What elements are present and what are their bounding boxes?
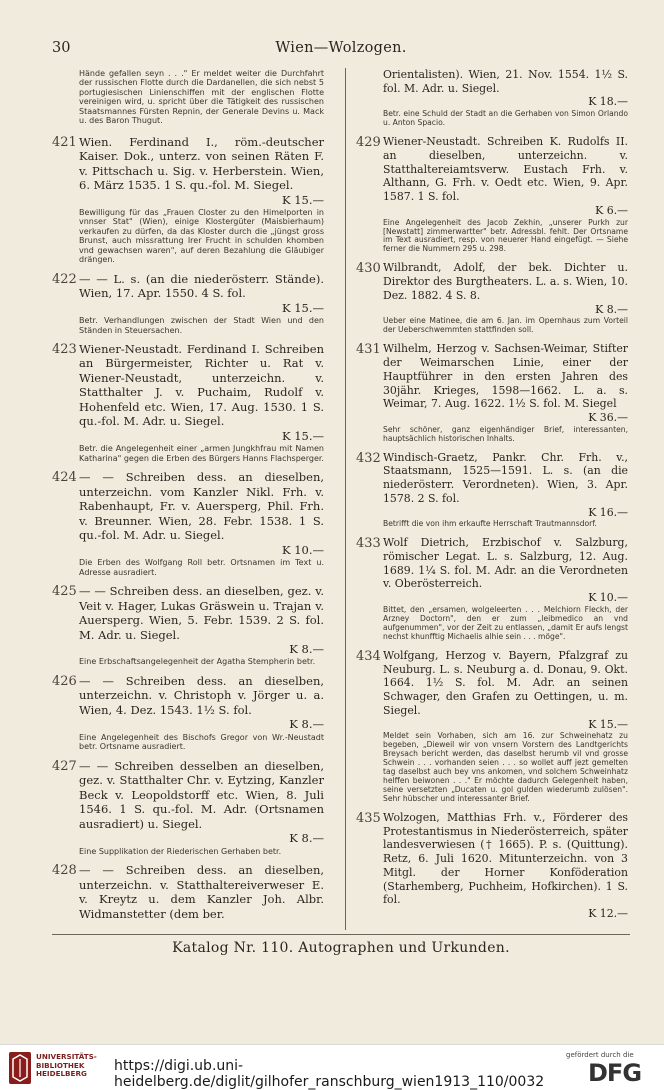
entry-text: Wiener-Neustadt. Ferdinand I. Schreiben an Bürgermeister, Richter u. Rat v. Wiener-Neustadt, unterzeichn. v. Statthalter J. v. Puchaim, Rudolf v. Hohenfeld etc. Wien, 17. Aug. 1530. 1 S. qu.-fol. M. Adr. u. Siegel. [79,342,324,429]
catalog-entry [52,584,324,667]
institution-name: UNIVERSITÄTS- BIBLIOTHEK HEIDELBERG [36,1052,97,1079]
entry-price: K 12.— [588,907,628,921]
viewer-bar [0,1044,664,1090]
entry-text: Windisch-Graetz, Pankr. Chr. Frh. v., Staatsmann, 1525—1591. L. s. (an die niederösterr. Verordneten). Wien, 3. Apr. 1578. 2 S. fol. [383,450,628,505]
catalog-entry [52,674,324,752]
entry-note: Betr. eine Schuld der Stadt an die Gerhaben von Simon Orlando u. Anton Spacio. [383,109,628,128]
entry-price: K 6.— [595,203,628,217]
entry-note: Die Erben des Wolfgang Roll betr. Ortsnamen im Text u. Adresse ausradiert. [79,558,324,577]
entry-number: 423 [52,342,77,357]
funded-by-label: gefördert durch die [566,1051,634,1059]
entry-number: 427 [52,758,77,774]
dfg-logo: DFG [588,1059,642,1087]
entry-note: Betr. Verhandlungen zwischen der Stadt Wien und den Ständen in Steuersachen. [79,316,324,335]
catalog-entry [356,261,628,335]
entry-number: 425 [52,584,77,600]
entry-number: 432 [356,450,381,466]
entry-text: — — Schreiben dess. an dieselben, unterzeichn. v. Christoph v. Jörger u. a. Wien, 4. Dez. 1543. 1½ S. fol. [79,673,324,717]
entry-price: K 15.— [281,428,324,443]
catalog-entry [356,649,628,804]
entry-note: Eine Angelegenheit des Bischofs Gregor von Wr.-Neustadt betr. Ortsname ausradiert. [79,732,324,752]
catalog-entry [356,536,628,642]
continued-note: Hände gefallen seyn . . ." Er meldet weiter die Durchfahrt der russischen Flotte durch die Dardanellen, die sich nebst 5 portugiesischen Linienschiffen mit der englischen Flotte vereinigen wird, u. spricht über die Tätigkeit des russischen Staatsmannes Fürsten Repnin, der Generale Devins u. Mack u. des Baron Thugut. [79,69,324,126]
entry-text: — — Schreiben dess. an dieselben, gez. v. Veit v. Hager, Lukas Gräswein u. Trajan v. Auersperg. Wien, 5. Febr. 1539. 2 S. fol. M. Adr. u. Siegel. [79,584,324,642]
entry-note: Ueber eine Matinee, die am 6. Jan. im Opernhaus zum Vorteil der Ueberschwemmten stattfinden soll. [383,316,628,335]
catalog-entry [356,135,628,254]
entry-text: Wiener-Neustadt. Schreiben K. Rudolfs II. an dieselben, unterzeichn. v. Statthaltereiamtsverw. Eustach Frh. v. Althann, G. Frh. v. Oedt etc. Wien, 9. Apr. 1587. 1 S. fol. [383,135,628,204]
entry-note: Meldet sein Vorhaben, sich am 16. zur Schweinehatz zu begeben, „Dieweil wir von vnsern Vorstern des Landtgerichts Breysach bericht werden, das daselbst herumb vil vnd grosse Schwein . . . vorhanden seien . . . so wollet auff jezt gemelten tag daselbst auch bey vns ankomen, vnd solchem Schweinhatz helffen beiwonen . . ." Er möchte dadurch Gelegenheit haben, seine versetzten „Ducaten u. gol gulden wiederumb zulösen". Sehr hübscher und interessanter Brief. [383,731,628,804]
entry-price: K 15.— [281,300,324,315]
entry-text: — — L. s. (an die niederösterr. Stände). Wien, 17. Apr. 1550. 4 S. fol. [79,271,324,301]
catalog-entry [52,470,324,577]
entry-price: K 16.— [588,505,628,519]
entry-text: Orientalisten). Wien, 21. Nov. 1554. 1½ S. fol. M. Adr. u. Siegel. [383,68,628,95]
entry-price: K 15.— [281,192,324,207]
catalog-entry [356,451,628,530]
entry-note: Eine Erbschaftsangelegenheit der Agatha Stempherin betr. [79,657,316,667]
entry-text: Wilbrandt, Adolf, der bek. Dichter u. Direktor des Burgtheaters. L. a. s. Wien, 10. Dez. 1882. 4 S. 8. [383,261,628,302]
entry-number: 433 [356,536,381,552]
entry-price: K 8.— [289,831,324,846]
entry-price: K 8.— [289,641,324,656]
entry-number: 424 [52,470,77,486]
entry-price: K 36.— [588,410,628,424]
entry-number: 426 [52,673,77,689]
entry-text: — — Schreiben dess. an dieselben, unterzeichn. v. Statthaltereiverweser E. v. Kreytz u. dem Kanzler Joh. Albr. Widmanstetter (dem ber. [79,863,324,921]
entry-number: 422 [52,271,77,287]
right-column [356,68,628,928]
entry-text: Wilhelm, Herzog v. Sachsen-Weimar, Stifter der Weimarschen Linie, einer der Hauptführer in den ersten Jahren des 30jähr. Krieges, 1598—1662. L. a. s. Weimar, 7. Aug. 1622. 1½ S. fol. M. Siegel [383,342,628,411]
entry-note: Eine Supplikation der Riederischen Gerhaben betr. [79,846,282,856]
catalog-entry [52,272,324,335]
entry-note: Betrifft die von ihm erkaufte Herrschaft Trautmannsdorf. [383,519,597,529]
entry-note: Bewilligung für das „Frauen Closter zu den Himelporten in vnnser Stat" (Wien), einige Klostergüter (Maisbierhaum) verkaufen zu dürfen, da das Kloster durch die „jüngst gross Brunst, auch missrattung Irer Frucht in schulden khomben vnd gewachsen waren", auf deren Bezahlung die Gläubiger drängen. [79,208,324,265]
entry-text: Wolzogen, Matthias Frh. v., Förderer des Protestantismus in Niederösterreich, später landesverwiesen († 1665). P. s. (Quittung). Retz, 6. Juli 1620. Mitunterzeichn. von 3 Mitgl. der Horner Konföderation (Starhemberg, Puchheim, Hofkirchen). 1 S. fol. [383,810,628,907]
entry-price: K 8.— [289,717,324,732]
catalog-entry [52,135,324,265]
entry-number: 429 [356,135,381,151]
entry-note: Sehr schöner, ganz eigenhändiger Brief, interessanten, hauptsächlich historischen Inhalts. [383,424,628,443]
entry-note: Bittet, den „ersamen, wolgeleerten . . . Melchiorn Fleckh, der Arzney Doctorn", den er zum „leibmedico an vnd aufgenummen", vor der Zeit zu entlassen, „damit Er aufs lengst nechst khunfftig Michaelis alhie sein . . . möge". [383,604,628,641]
page-number: 30 [52,40,71,56]
entry-number: 421 [52,134,77,150]
entry-number: 430 [356,261,381,277]
entry-note: Betr. die Angelegenheit einer „armen Jungkhfrau mit Namen Katharina" gegen die Erben des Bürgers Hanns Flachsperger. [79,444,324,463]
permalink[interactable]: https://digi.ub.uni-heidelberg.de/diglit/gilhofer_ranschburg_wien1913_110/0032 [114,1058,545,1090]
entry-text: Wolf Dietrich, Erzbischof v. Salzburg, römischer Legat. L. s. Salzburg, 12. Aug. 1689. 1¼ S. fol. M. Adr. an die Verordneten v. Oberösterreich. [383,536,628,591]
entry-price: K 10.— [588,591,628,605]
continued-entry [356,68,628,128]
page-header [52,40,630,58]
entry-number: 434 [356,648,381,664]
entry-note: Eine Angelegenheit des Jacob Zekhin, „unserer Purkh zur [Newstatt] zimmerwartter" betr. Adressbl. fehlt. Der Ortsname im Text ausradiert, resp. von neuerer Hand eingefügt. — Siehe ferner die Nummern 295 u. 298. [383,217,628,254]
footer-caption: Katalog Nr. 110. Autographen und Urkunden. [172,940,510,956]
university-seal-icon [8,1051,32,1085]
entry-text: — — Schreiben desselben an dieselben, gez. v. Statthalter Chr. v. Eytzing, Kanzler Beck v. Leopoldstorff etc. Wien, 8. Juli 1546. 1 S. qu.-fol. M. Adr. (Ortsnamen ausradiert) u. Siegel. [79,758,324,831]
entry-number: 428 [52,863,77,879]
entry-text: Wien. Ferdinand I., röm.-deutscher Kaiser. Dok., unterz. von seinen Räten F. v. Pittschach u. Sig. v. Herberstein. Wien, 6. März 1535. 1 S. qu.-fol. M. Siegel. [79,134,324,193]
catalog-entry [52,759,324,856]
entry-number: 431 [356,342,381,358]
entry-text: — — Schreiben dess. an dieselben, unterzeichn. vom Kanzler Nikl. Frh. v. Rabenhaupt, Fr. v. Auersperg, Phil. Frh. v. Breunner. Wien, 28. Febr. 1538. 1 S. qu.-fol. M. Adr. u. Siegel. [79,470,324,543]
entry-number: 435 [356,810,381,826]
footer-rule [52,934,630,935]
catalog-entry [52,863,324,921]
catalog-entry [356,811,628,921]
left-column [52,68,324,928]
entry-price: K 10.— [281,542,324,557]
catalog-entry [356,342,628,443]
entry-price: K 18.— [588,95,628,109]
entry-price: K 8.— [595,302,628,316]
catalog-entry [52,342,324,463]
entry-text: Wolfgang, Herzog v. Bayern, Pfalzgraf zu Neuburg. L. s. Neuburg a. d. Donau, 9. Okt. 1664. 1½ S. fol. M. Adr. an seinen Schwager, den Grafen zu Oettingen, u. m. Siegel. [383,648,628,717]
entry-price: K 15.— [588,717,628,731]
running-head: Wien—Wolzogen. [275,40,407,56]
column-divider [345,68,346,930]
